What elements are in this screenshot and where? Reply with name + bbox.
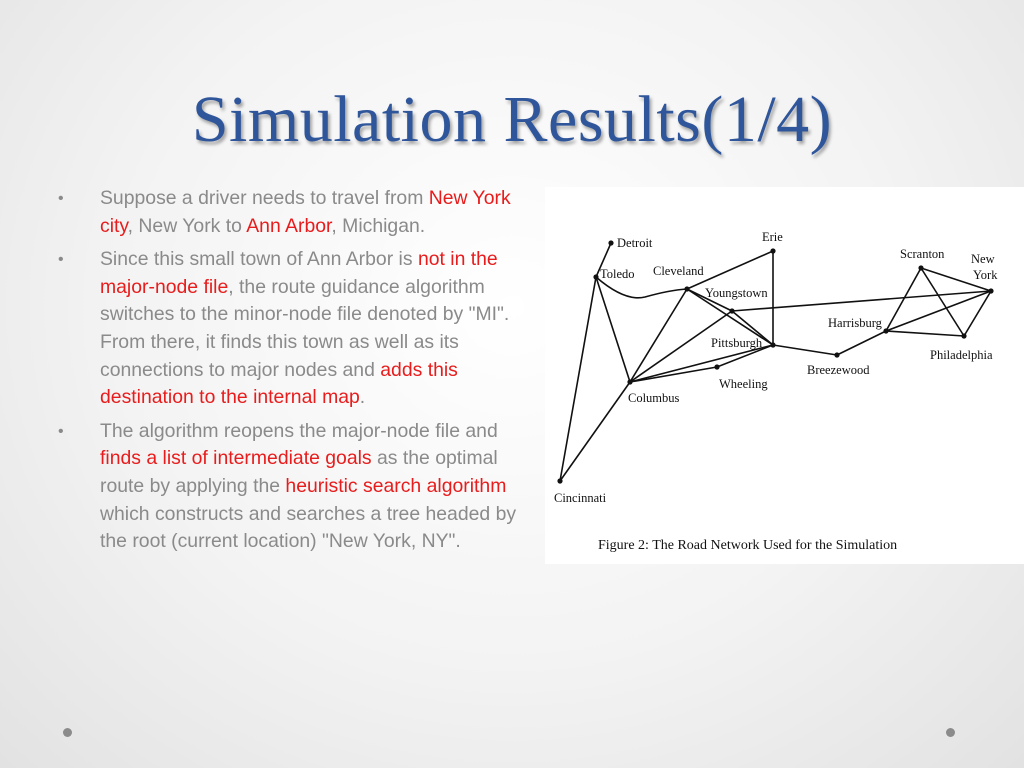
node-detroit [608, 240, 613, 245]
node-scranton [918, 265, 923, 270]
node-youngstown [729, 308, 734, 313]
road-edge [732, 291, 991, 311]
corner-dot-right [946, 728, 955, 737]
label-detroit: Detroit [617, 236, 653, 250]
bullet-text: Since this small town of Ann Arbor is [100, 248, 418, 271]
label-breezewood: Breezewood [807, 363, 870, 377]
bullet-text: which constructs and searches a tree headed by the root (current location) "New York, NY". [100, 502, 517, 553]
bullet-item [58, 185, 533, 240]
figure-caption: Figure 2: The Road Network Used for the Simulation [598, 538, 898, 553]
highlight-text: not in the major-node file [100, 248, 498, 298]
bullet-text: , Michigan. [331, 214, 426, 237]
label-cleveland: Cleveland [653, 264, 704, 278]
highlight-text: Ann Arbor [246, 214, 332, 237]
road-edge [921, 268, 964, 336]
bullet-item [58, 418, 533, 556]
road-edge [964, 291, 991, 336]
node-toledo [593, 274, 598, 279]
road-edge [596, 277, 630, 382]
highlight-text: New York city [100, 187, 511, 237]
road-network-diagram [545, 187, 1024, 564]
highlight-text: heuristic search algorithm [285, 474, 507, 497]
bullet-text: . [359, 386, 366, 409]
node-erie [770, 248, 775, 253]
label-pittsburgh: Pittsburgh [711, 336, 763, 350]
corner-dot-left [63, 728, 72, 737]
node-cincinnati [557, 478, 562, 483]
bullet-text: , the route guidance algorithm switches to the minor-node file denoted by "MI". From there, it finds this town as well as its connections to major nodes and [100, 275, 510, 381]
label-new-york-line1: New [971, 252, 995, 266]
node-new-york [988, 288, 993, 293]
label-philadelphia: Philadelphia [930, 348, 993, 362]
label-cincinnati: Cincinnati [554, 491, 607, 505]
label-toledo: Toledo [600, 267, 635, 281]
bullet-dot-icon: • [58, 190, 64, 207]
bullet-text: , New York to [127, 214, 247, 237]
road-edge [837, 331, 886, 355]
node-harrisburg [883, 328, 888, 333]
node-philadelphia [961, 333, 966, 338]
label-new-york-line2: York [973, 268, 998, 282]
road-edge [773, 345, 837, 355]
bullet-item [58, 246, 533, 412]
bullet-text: as the optimal route by applying the [100, 447, 498, 497]
road-edge [560, 382, 630, 481]
road-edge [630, 367, 717, 382]
bullet-dot-icon: • [58, 422, 64, 440]
bullet-dot-icon: • [58, 251, 64, 269]
highlight-text: adds this destination to the internal map [100, 358, 458, 409]
node-wheeling [714, 364, 719, 369]
road-edge [886, 331, 964, 336]
road-edge [560, 277, 596, 481]
label-wheeling: Wheeling [719, 377, 768, 391]
label-harrisburg: Harrisburg [828, 316, 882, 330]
label-youngstown: Youngstown [705, 286, 768, 300]
slide-title: Simulation Results(1/4) [191, 83, 833, 156]
label-columbus: Columbus [628, 391, 680, 405]
label-scranton: Scranton [900, 247, 945, 261]
node-breezewood [834, 352, 839, 357]
bullet-list [58, 185, 533, 562]
node-cleveland [684, 286, 689, 291]
highlight-text: finds a list of intermediate goals [100, 447, 372, 470]
node-pittsburgh [770, 342, 775, 347]
road-edge [630, 289, 687, 382]
road-network-figure [545, 187, 1024, 564]
label-erie: Erie [762, 230, 783, 244]
node-columbus [627, 379, 632, 384]
bullet-text: Suppose a driver needs to travel from [100, 187, 429, 209]
bullet-text: The algorithm reopens the major-node file and [100, 419, 498, 442]
